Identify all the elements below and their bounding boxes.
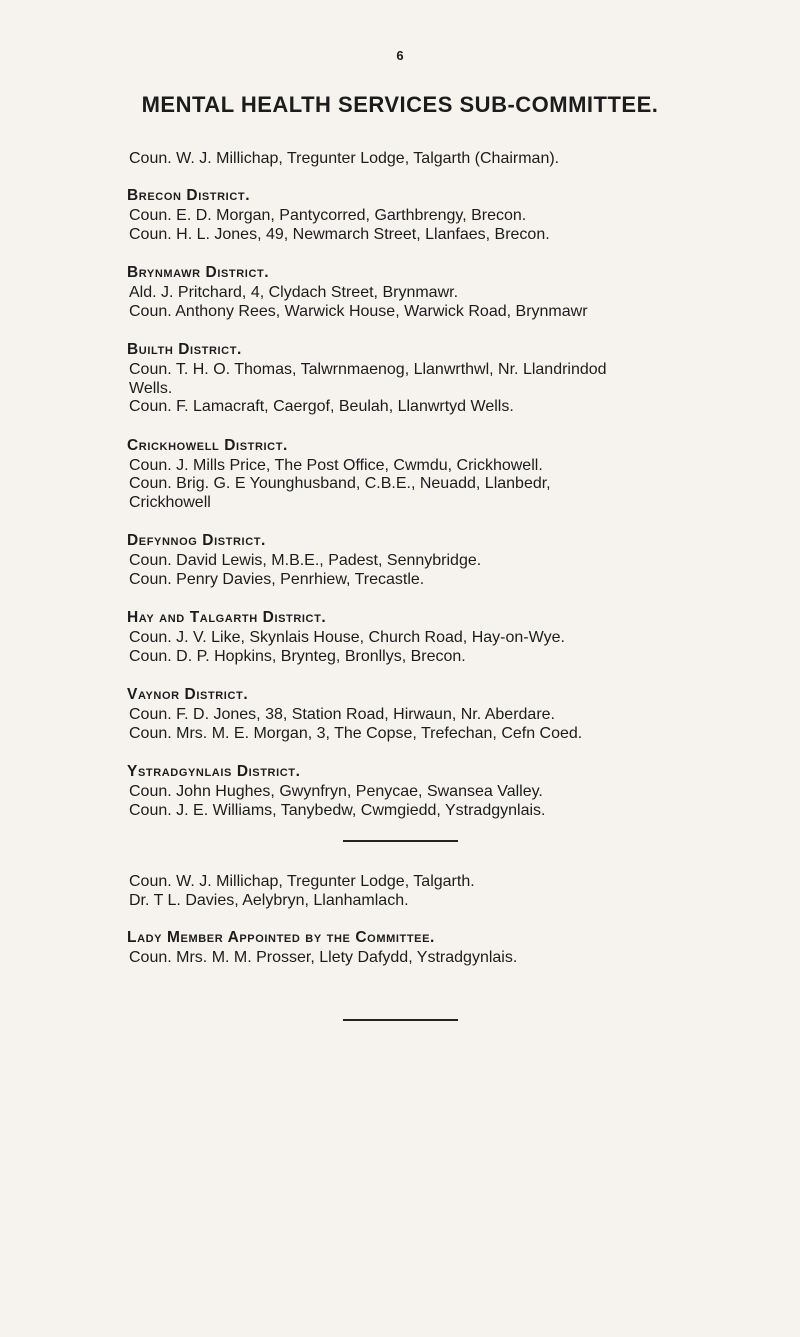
page-title: MENTAL HEALTH SERVICES SUB-COMMITTEE. [141, 92, 659, 117]
member-entry: Ald. J. Pritchard, 4, Clydach Street, Brynmawr. [129, 284, 459, 301]
district-hay-talgarth [127, 609, 787, 666]
member-entry: Coun. D. P. Hopkins, Brynteg, Bronllys, Brecon. [129, 647, 466, 665]
district-heading: Vaynor District. [127, 686, 249, 703]
district-list [127, 187, 787, 840]
district-brynmawr [127, 264, 787, 321]
member-entry: Coun. H. L. Jones, 49, Newmarch Street, Llanfaes, Brecon. [129, 225, 550, 243]
member-entry: Coun. J. V. Like, Skynlais House, Church Road, Hay-on-Wye. [129, 629, 565, 646]
member-entry: Coun. Anthony Rees, Warwick House, Warwick Road, Brynmawr [129, 302, 588, 320]
district-defynnog [127, 532, 787, 589]
district-ystradgynlais [127, 763, 787, 820]
chairman-line: Coun. W. J. Millichap, Tregunter Lodge, Talgarth (Chairman). [129, 150, 560, 167]
member-entry: Coun. Mrs. M. M. Prosser, Llety Dafydd, Ystradgynlais. [129, 949, 518, 966]
district-heading: Crickhowell District. [127, 436, 288, 454]
member-entry: Coun. J. Mills Price, The Post Office, Cwmdu, Crickhowell. [129, 456, 543, 474]
district-heading: Brynmawr District. [127, 264, 270, 281]
district-builth [127, 341, 787, 417]
additional-members [127, 872, 787, 910]
member-entry: Coun. J. E. Williams, Tanybedw, Cwmgiedd, Ystradgynlais. [129, 801, 546, 819]
section-divider [343, 840, 458, 842]
district-heading: Brecon District. [127, 187, 251, 204]
end-divider [343, 1019, 458, 1021]
member-entry: Coun. Mrs. M. E. Morgan, 3, The Copse, Trefechan, Cefn Coed. [129, 724, 583, 742]
lady-member-heading: Lady Member Appointed by the Committee. [127, 929, 435, 946]
member-entry: Coun. F. D. Jones, 38, Station Road, Hirwaun, Nr. Aberdare. [129, 706, 555, 723]
district-brecon [127, 187, 787, 244]
member-entry: Coun. John Hughes, Gwynfryn, Penycae, Swansea Valley. [129, 783, 543, 800]
district-crickhowell [127, 437, 787, 513]
member-entry: Coun. T. H. O. Thomas, Talwrnmaenog, Llanwrthwl, Nr. Llandrindod Wells. [129, 361, 607, 397]
page-number: 6 [396, 48, 404, 63]
member-entry: Coun. David Lewis, M.B.E., Padest, Sennybridge. [129, 552, 482, 569]
lady-member-section [127, 929, 787, 968]
district-heading: Defynnog District. [127, 532, 266, 549]
member-entry: Coun. W. J. Millichap, Tregunter Lodge, Talgarth. [129, 873, 475, 890]
member-entry: Dr. T L. Davies, Aelybryn, Llanhamlach. [129, 892, 409, 909]
district-heading: Hay and Talgarth District. [127, 609, 327, 626]
member-entry: Coun. F. Lamacraft, Caergof, Beulah, Llanwrtyd Wells. [129, 398, 514, 415]
member-entry: Coun. Penry Davies, Penrhiew, Trecastle. [129, 570, 425, 588]
member-entry: Coun. Brig. G. E Younghusband, C.B.E., Neuadd, Llanbedr, Crickhowell [129, 475, 551, 511]
member-entry: Coun. E. D. Morgan, Pantycorred, Garthbrengy, Brecon. [129, 207, 527, 224]
district-heading: Builth District. [127, 341, 242, 358]
district-vaynor [127, 686, 787, 743]
district-heading: Ystradgynlais District. [127, 763, 301, 780]
